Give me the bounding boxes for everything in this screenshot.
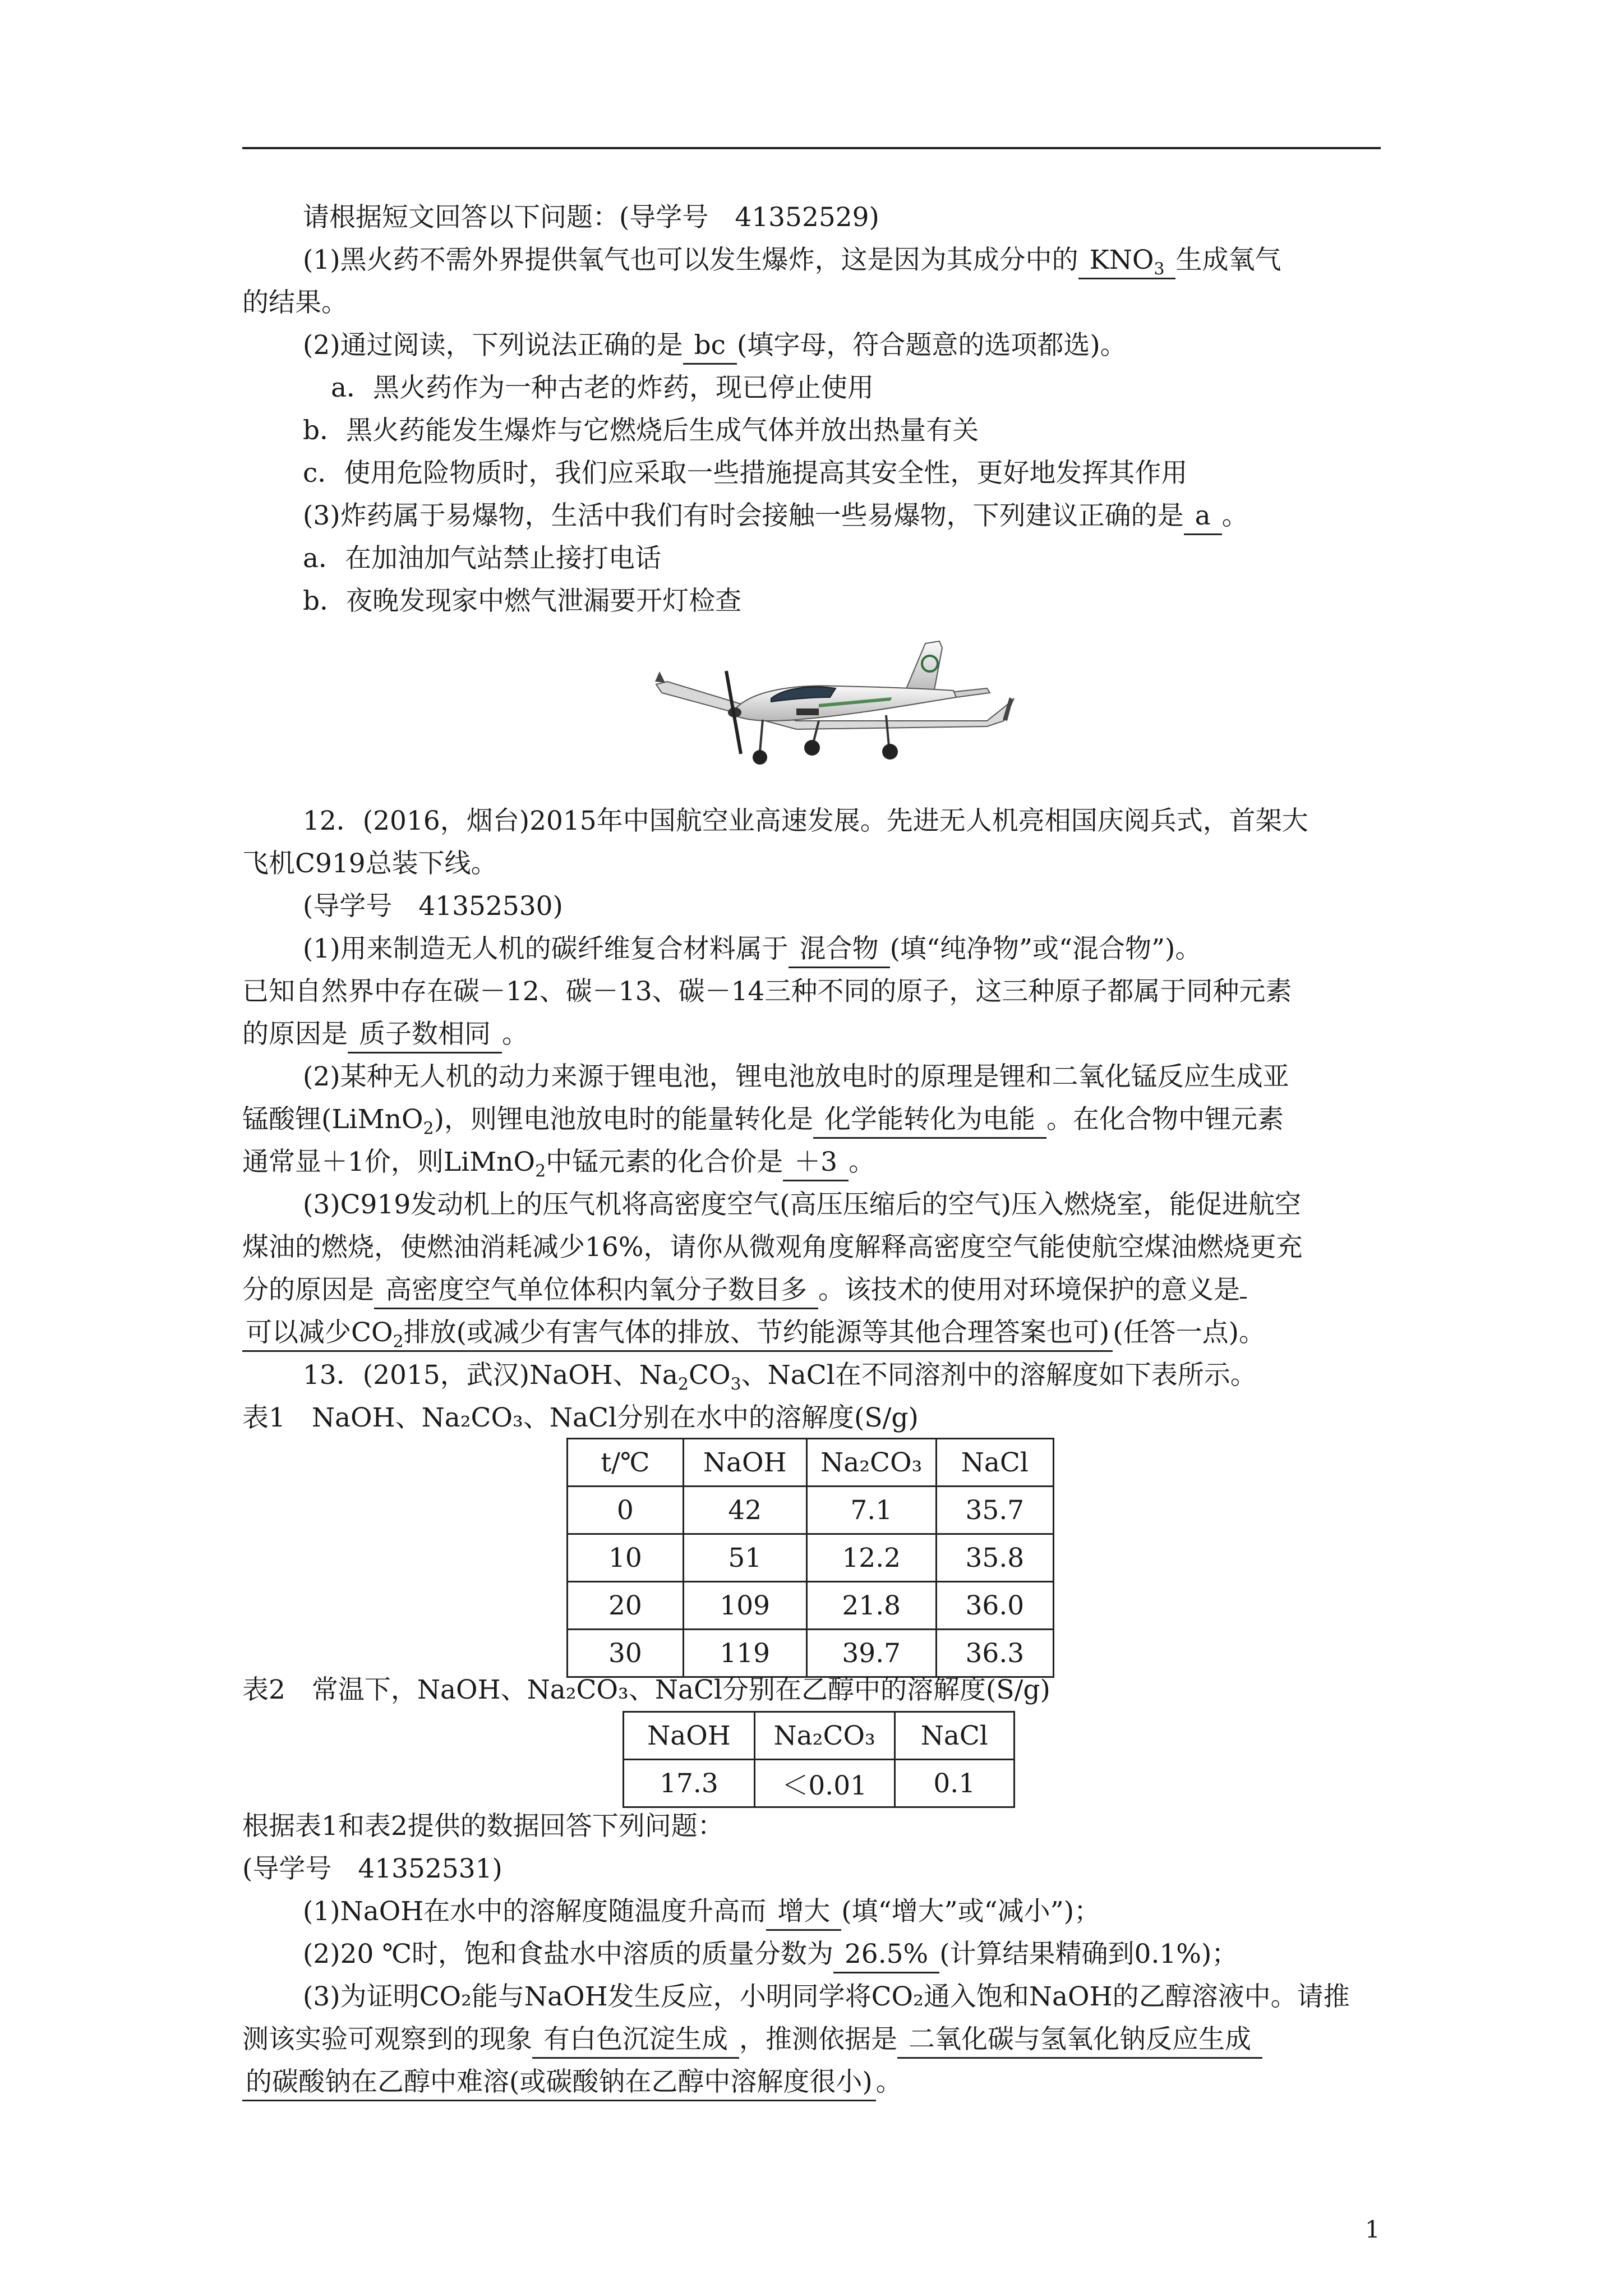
page-number: 1 bbox=[1365, 2216, 1380, 2243]
table-cell: 0.1 bbox=[895, 1760, 1014, 1807]
q13-guide-number: (导学号 41352531) bbox=[242, 1853, 502, 1884]
answer-blank: 的碳酸钠在乙醇中难溶(或碳酸钠在乙醇中溶解度很小) bbox=[242, 2065, 876, 2101]
table-cell: 21.8 bbox=[806, 1582, 936, 1630]
table-header-row bbox=[624, 1712, 1015, 1760]
answer-blank: 增大 bbox=[766, 1894, 841, 1931]
table2 bbox=[623, 1711, 1015, 1808]
table-cell: 20 bbox=[568, 1582, 684, 1630]
table-row bbox=[568, 1487, 1054, 1534]
q11-part3: (3)炸药属于易爆物，生活中我们有时会接触一些易爆物，下列建议正确的是 a 。 bbox=[303, 495, 1248, 537]
table-row bbox=[568, 1534, 1054, 1582]
airplane-photo bbox=[651, 637, 1015, 780]
q13-part1: (1)NaOH在水中的溶解度随温度升高而 增大 (填“增大”或“减小”)； bbox=[303, 1890, 1100, 1933]
table-cell: 51 bbox=[683, 1534, 806, 1582]
q12-part2-line1: (2)某种无人机的动力来源于锂电池，锂电池放电时的原理是锂和二氧化锰反应生成亚 bbox=[303, 1061, 1289, 1092]
table-cell: 36.0 bbox=[936, 1582, 1053, 1630]
q11-option-a: a．黑火药作为一种古老的炸药，现已停止使用 bbox=[331, 372, 874, 403]
q12-intro-2: 飞机C919总装下线。 bbox=[242, 848, 497, 879]
table-cell: 0 bbox=[568, 1487, 684, 1534]
answer-blank: a bbox=[1184, 499, 1222, 535]
answer-blank: 化学能转化为电能 bbox=[813, 1102, 1046, 1139]
q11-intro: 请根据短文回答以下问题：(导学号 41352529) bbox=[303, 202, 879, 233]
q11-part1: (1)黑火药不需外界提供氧气也可以发生爆炸，这是因为其成分中的 $KNO_3$ 生成氧气 bbox=[303, 239, 1281, 282]
table-cell: 30 bbox=[568, 1630, 684, 1677]
answer-blank: 可以减少$CO_2$排放(或减少有害气体的排放、节约能源等其他合理答案也可) bbox=[242, 1315, 1113, 1352]
q12-intro-1: 12．(2016，烟台)2015年中国航空业高速发展。先进无人机亮相国庆阅兵式，首架大 bbox=[303, 806, 1308, 836]
header-rule bbox=[242, 147, 1381, 149]
q13-part2: (2)20 ℃时，饱和食盐水中溶质的质量分数为 26.5% (计算结果精确到0.1%)； bbox=[303, 1933, 1238, 1976]
table2-caption: 表2 常温下，NaOH、Na₂CO₃、NaCl分别在乙醇中的溶解度(S/g) bbox=[242, 1674, 1050, 1705]
table-cell: 10 bbox=[568, 1534, 684, 1582]
answer-blank: bc bbox=[683, 328, 737, 365]
q11-part1-cont: 的结果。 bbox=[242, 287, 348, 318]
answer-blank: $KNO_3$ bbox=[1078, 243, 1176, 279]
table-cell: 109 bbox=[683, 1582, 806, 1630]
q11-option-c: c．使用危险物质时，我们应采取一些措施提高其安全性，更好地发挥其作用 bbox=[303, 458, 1188, 489]
answer-blank: 高密度空气单位体积内氧分子数目多 bbox=[374, 1273, 818, 1309]
answer-blank: 二氧化碳与氢氧化钠反应生成 bbox=[897, 2022, 1262, 2059]
q13-part3-line1: (3)为证明CO₂能与NaOH发生反应，小明同学将CO₂通入饱和NaOH的乙醇溶液中。请推 bbox=[303, 1981, 1350, 2012]
q13-part3-line2: 测该实验可观察到的现象 有白色沉淀生成 ，推测依据是 二氧化碳与氢氧化钠反应生成 bbox=[242, 2018, 1262, 2061]
q13-after-tables: 根据表1和表2提供的数据回答下列问题： bbox=[242, 1811, 724, 1842]
table-row bbox=[624, 1760, 1015, 1807]
table-header: NaOH bbox=[624, 1712, 755, 1760]
table-cell: 42 bbox=[683, 1487, 806, 1534]
table-header: Na₂CO₃ bbox=[754, 1712, 895, 1760]
q12-guide-number: (导学号 41352530) bbox=[303, 891, 563, 922]
answer-blank: 混合物 bbox=[789, 932, 890, 968]
q12-part1-line2: 已知自然界中存在碳－12、碳－13、碳－14三种不同的原子，这三种原子都属于同种元素 bbox=[242, 976, 1292, 1007]
table-cell: 17.3 bbox=[624, 1760, 755, 1807]
table1 bbox=[566, 1438, 1054, 1678]
answer-blank-start bbox=[1240, 1297, 1247, 1299]
answer-blank: 质子数相同 bbox=[348, 1017, 502, 1053]
q11-part3-a: a．在加油加气站禁止接打电话 bbox=[303, 543, 662, 574]
table-cell: 12.2 bbox=[806, 1534, 936, 1582]
answer-blank: ＋3 bbox=[783, 1145, 849, 1181]
table-header: NaCl bbox=[936, 1439, 1053, 1487]
q11-part3-b: b．夜晚发现家中燃气泄漏要开灯检查 bbox=[303, 586, 742, 616]
table-cell: ＜0.01 bbox=[754, 1760, 895, 1807]
table-cell: 35.8 bbox=[936, 1534, 1053, 1582]
table-header: NaOH bbox=[683, 1439, 806, 1487]
q12-part1-line3: 的原因是 质子数相同 。 bbox=[242, 1013, 528, 1056]
q12-part1: (1)用来制造无人机的碳纤维复合材料属于 混合物 (填“纯净物”或“混合物”)。 bbox=[303, 928, 1201, 970]
table-header: t/℃ bbox=[568, 1439, 684, 1487]
q12-part2-line2: 锰酸锂(LiMnO$_2$)，则锂电池放电时的能量转化是 化学能转化为电能 。在化合物中锂元素 bbox=[242, 1098, 1284, 1141]
table-cell: 7.1 bbox=[806, 1487, 936, 1534]
q12-part2-line3: 通常显＋1价，则LiMnO$_2$中锰元素的化合价是 ＋3 。 bbox=[242, 1141, 875, 1184]
table-header-row bbox=[568, 1439, 1054, 1487]
q11-part2: (2)通过阅读，下列说法正确的是 bc (填字母，符合题意的选项都选)。 bbox=[303, 324, 1127, 367]
table1-caption: 表1 NaOH、Na₂CO₃、NaCl分别在水中的溶解度(S/g) bbox=[242, 1402, 919, 1433]
table-cell: 35.7 bbox=[936, 1487, 1053, 1534]
table-header: NaCl bbox=[895, 1712, 1014, 1760]
answer-blank: 有白色沉淀生成 bbox=[532, 2022, 739, 2059]
table-row bbox=[568, 1582, 1054, 1630]
q11-option-b: b．黑火药能发生爆炸与它燃烧后生成气体并放出热量有关 bbox=[303, 415, 979, 446]
table-cell: 119 bbox=[683, 1630, 806, 1677]
table-header: Na₂CO₃ bbox=[806, 1439, 936, 1487]
q12-part3-line3: 分的原因是 高密度空气单位体积内氧分子数目多 。该技术的使用对环境保护的意义是 bbox=[242, 1269, 1247, 1312]
q13-intro: 13．(2015，武汉)NaOH、$Na_2CO_3$、NaCl在不同溶剂中的溶解度如下表所示。 bbox=[303, 1360, 1257, 1395]
q12-part3-line4: 可以减少$CO_2$排放(或减少有害气体的排放、节约能源等其他合理答案也可) (任答一点)。 bbox=[242, 1312, 1265, 1354]
q13-part3-line3: 的碳酸钠在乙醇中难溶(或碳酸钠在乙醇中溶解度很小) 。 bbox=[242, 2061, 902, 2104]
q12-part3-line1: (3)C919发动机上的压气机将高密度空气(高压压缩后的空气)压入燃烧室，能促进航空 bbox=[303, 1189, 1301, 1220]
table-cell: 36.3 bbox=[936, 1630, 1053, 1677]
answer-blank: 26.5% bbox=[833, 1937, 939, 1973]
table-cell: 39.7 bbox=[806, 1630, 936, 1677]
q12-part3-line2: 煤油的燃烧，使燃油消耗减少16%，请你从微观角度解释高密度空气能使航空煤油燃烧更充 bbox=[242, 1232, 1303, 1263]
